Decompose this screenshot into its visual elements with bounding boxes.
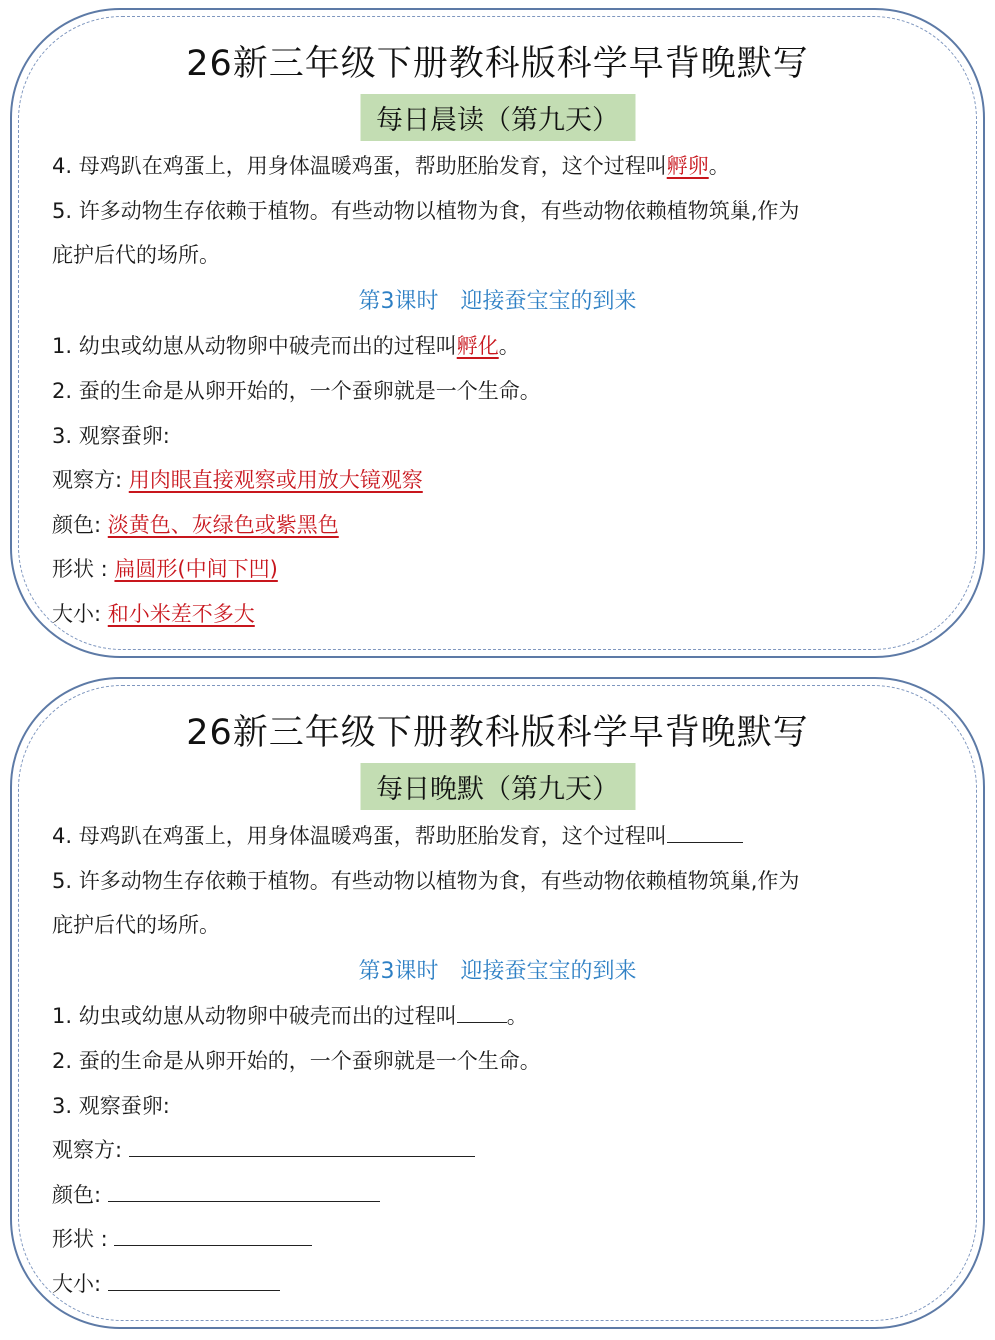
item-4: [52, 150, 730, 180]
color-row: [52, 509, 339, 539]
color-label: 颜色:: [52, 513, 108, 537]
observe-method-label: 观察方:: [52, 468, 129, 492]
observe-method-label: 观察方:: [52, 1138, 129, 1162]
item-4-answer: 孵卵: [666, 154, 709, 178]
item-4-end: 。: [708, 154, 730, 178]
lesson-heading: 第3课时 迎接蚕宝宝的到来: [358, 289, 637, 314]
shape-label: 形状 :: [52, 557, 115, 581]
shape-blank[interactable]: [114, 1225, 312, 1246]
item-4-text: 4. 母鸡趴在鸡蛋上，用身体温暖鸡蛋，帮助胚胎发育，这个过程叫: [52, 154, 667, 178]
lesson-item-1-text: 1. 幼虫或幼崽从动物卵中破壳而出的过程叫: [52, 334, 457, 358]
item-5-line-2: 庇护后代的场所。: [52, 913, 220, 937]
item-4: [52, 820, 743, 850]
observe-method-blank[interactable]: [129, 1136, 475, 1157]
shape-answer: 扁圆形(中间下凹): [114, 557, 278, 581]
size-label: 大小:: [52, 1272, 108, 1296]
day-badge: 每日晚默（第九天）: [360, 763, 635, 810]
size-row: [52, 598, 255, 628]
color-label: 颜色:: [52, 1183, 108, 1207]
size-label: 大小:: [52, 602, 108, 626]
lesson-item-2: 2. 蚕的生命是从卵开始的，一个蚕卵就是一个生命。: [52, 379, 541, 403]
size-answer: 和小米差不多大: [107, 602, 255, 626]
evening-dictation-card: [10, 677, 985, 1329]
lesson-item-1-end: 。: [506, 1004, 528, 1028]
size-blank[interactable]: [108, 1270, 280, 1291]
lesson-item-1-blank[interactable]: [457, 1002, 507, 1023]
shape-row: [52, 1223, 312, 1253]
observe-method-row: [52, 1134, 475, 1164]
item-5-line-1: 5. 许多动物生存依赖于植物。有些动物以植物为食，有些动物依赖植物筑巢,作为: [52, 869, 800, 893]
lesson-heading: 第3课时 迎接蚕宝宝的到来: [358, 959, 637, 984]
item-4-blank[interactable]: [667, 822, 743, 843]
lesson-item-3: 3. 观察蚕卵:: [52, 1094, 170, 1118]
lesson-item-1: [52, 330, 520, 360]
shape-label: 形状 :: [52, 1227, 115, 1251]
page-title: 26新三年级下册教科版科学早背晚默写: [186, 44, 809, 84]
morning-reading-card: [10, 8, 985, 658]
day-badge: 每日晨读（第九天）: [360, 94, 635, 141]
size-row: [52, 1268, 280, 1298]
color-blank[interactable]: [108, 1181, 380, 1202]
color-answer: 淡黄色、灰绿色或紫黑色: [107, 513, 339, 537]
observe-method-row: [52, 464, 423, 494]
item-5-line-2: 庇护后代的场所。: [52, 243, 220, 267]
lesson-item-1-text: 1. 幼虫或幼崽从动物卵中破壳而出的过程叫: [52, 1004, 457, 1028]
color-row: [52, 1179, 380, 1209]
page-title: 26新三年级下册教科版科学早背晚默写: [186, 713, 809, 753]
lesson-item-2: 2. 蚕的生命是从卵开始的，一个蚕卵就是一个生命。: [52, 1049, 541, 1073]
lesson-item-1-end: 。: [498, 334, 520, 358]
lesson-item-1: [52, 1000, 528, 1030]
lesson-item-3: 3. 观察蚕卵:: [52, 424, 170, 448]
observe-method-answer: 用肉眼直接观察或用放大镜观察: [128, 468, 423, 492]
lesson-item-1-answer: 孵化: [456, 334, 499, 358]
shape-row: [52, 553, 278, 583]
item-5-line-1: 5. 许多动物生存依赖于植物。有些动物以植物为食，有些动物依赖植物筑巢,作为: [52, 199, 800, 223]
item-4-text: 4. 母鸡趴在鸡蛋上，用身体温暖鸡蛋，帮助胚胎发育，这个过程叫: [52, 824, 667, 848]
